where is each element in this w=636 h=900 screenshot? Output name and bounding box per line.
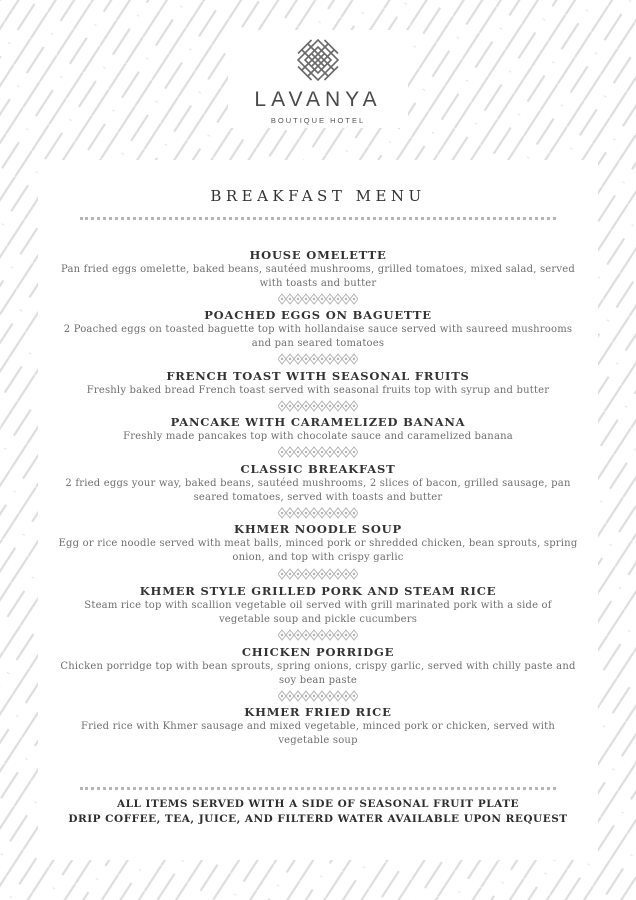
ornament-dot <box>297 512 299 514</box>
ornament-dot <box>353 573 355 575</box>
menu-item-name: CLASSIC BREAKFAST <box>240 462 396 476</box>
ornament-dot <box>297 298 299 300</box>
menu-item <box>58 462 578 505</box>
menu-item-name: HOUSE OMELETTE <box>249 248 387 262</box>
ornament-dot <box>281 358 283 360</box>
menu-item-name: KHMER STYLE GRILLED PORK AND STEAM RICE <box>139 584 497 598</box>
menu-item <box>58 522 578 565</box>
ornament-divider <box>278 568 358 580</box>
ornament-dot <box>281 405 283 407</box>
menu-item-description: 2 fried eggs your way, baked beans, sautéed mushrooms, 2 slices of bacon, grilled sausage, pan seared tomatoes, served with toasts and butter <box>65 478 571 503</box>
ornament-divider <box>278 400 358 412</box>
ornament-dot <box>321 573 323 575</box>
ornament-divider <box>278 353 358 365</box>
ornament-dot <box>329 512 331 514</box>
ornament-dot <box>321 405 323 407</box>
ornament-dot <box>353 451 355 453</box>
menu-item-description: Freshly baked bread French toast served with seasonal fruits top with syrup and butter <box>86 385 550 396</box>
ornament-dot <box>321 451 323 453</box>
ornament-dot <box>345 573 347 575</box>
ornament-dot <box>313 695 315 697</box>
menu-item <box>58 584 578 627</box>
menu-item <box>58 415 578 444</box>
ornament-dot <box>345 634 347 636</box>
menu-item-name: FRENCH TOAST WITH SEASONAL FRUITS <box>166 369 470 383</box>
ornament-dot <box>281 298 283 300</box>
ornament-dot <box>281 573 283 575</box>
ornament-dot <box>297 451 299 453</box>
menu-item-description: Steam rice top with scallion vegetable oil served with grill marinated pork with a side of vegetable soup and pickle cucumbers <box>84 600 552 625</box>
ornament-dot <box>321 512 323 514</box>
ornament-dot <box>321 298 323 300</box>
ornament-dot <box>353 298 355 300</box>
ornament-dot <box>313 451 315 453</box>
ornament-dot <box>297 573 299 575</box>
ornament-dot <box>337 512 339 514</box>
footer-note-fruit: ALL ITEMS SERVED WITH A SIDE OF SEASONAL FRUIT PLATE <box>116 798 520 810</box>
ornament-dot <box>337 695 339 697</box>
ornament-dot <box>313 405 315 407</box>
ornament-dot <box>305 573 307 575</box>
ornament-dot <box>297 634 299 636</box>
ornament-dot <box>345 512 347 514</box>
ornament-dot <box>337 573 339 575</box>
menu-item-description: Chicken porridge top with bean sprouts, spring onions, crispy garlic, served with chilly paste and soy bean paste <box>60 661 576 686</box>
ornament-dot <box>329 358 331 360</box>
ornament-dot <box>345 298 347 300</box>
ornament-dot <box>289 573 291 575</box>
ornament-divider <box>278 446 358 458</box>
ornament-dot <box>345 405 347 407</box>
menu-item <box>58 369 578 398</box>
menu-item-name: POACHED EGGS ON BAGUETTE <box>204 308 432 322</box>
ornament-dot <box>329 695 331 697</box>
brand-name: LAVANYA <box>254 88 382 111</box>
menu-item-description: Freshly made pancakes top with chocolate sauce and caramelized banana <box>123 431 513 442</box>
ornament-dot <box>321 695 323 697</box>
ornament-dot <box>289 451 291 453</box>
ornament-dot <box>289 405 291 407</box>
menu-item-description: Egg or rice noodle served with meat balls, minced pork or shredded chicken, bean sprouts, spring onion, and top with crispy garlic <box>58 538 578 563</box>
ornament-dot <box>289 298 291 300</box>
ornament-dot <box>337 298 339 300</box>
menu-item-name: CHICKEN PORRIDGE <box>241 645 395 659</box>
menu-item <box>58 705 578 748</box>
ornament-dot <box>345 695 347 697</box>
ornament-dot <box>289 634 291 636</box>
ornament-dot <box>337 358 339 360</box>
ornament-dot <box>305 634 307 636</box>
menu-item-description: Pan fried eggs omelette, baked beans, sautéed mushrooms, grilled tomatoes, mixed salad, served with toasts and butter <box>61 264 575 289</box>
ornament-dot <box>297 405 299 407</box>
ornament-dot <box>313 634 315 636</box>
ornament-dot <box>305 695 307 697</box>
ornament-dot <box>321 358 323 360</box>
ornament-dot <box>289 358 291 360</box>
ornament-divider <box>278 629 358 641</box>
ornament-divider <box>278 293 358 305</box>
ornament-dot <box>329 573 331 575</box>
ornament-dot <box>297 695 299 697</box>
ornament-dot <box>337 451 339 453</box>
ornament-dot <box>353 695 355 697</box>
ornament-dot <box>345 358 347 360</box>
ornament-dot <box>281 512 283 514</box>
ornament-dot <box>305 298 307 300</box>
ornament-dot <box>305 512 307 514</box>
ornament-dot <box>313 298 315 300</box>
ornament-dot <box>305 405 307 407</box>
ornament-dot <box>353 634 355 636</box>
ornament-dot <box>353 405 355 407</box>
ornament-dot <box>289 512 291 514</box>
menu-item-name: KHMER NOODLE SOUP <box>234 522 402 536</box>
ornament-dot <box>281 695 283 697</box>
footer-note-drinks: DRIP COFFEE, TEA, JUICE, AND FILTERD WATER AVAILABLE UPON REQUEST <box>68 813 568 825</box>
ornament-dot <box>297 358 299 360</box>
ornament-dot <box>353 358 355 360</box>
menu-item-description: Fried rice with Khmer sausage and mixed vegetable, minced pork or chicken, served with vegetable soup <box>80 721 556 746</box>
ornament-dot <box>313 573 315 575</box>
ornament-dot <box>337 634 339 636</box>
ornament-dot <box>289 695 291 697</box>
dotted-divider-top <box>80 217 556 220</box>
menu-item <box>58 645 578 688</box>
ornament-dot <box>313 358 315 360</box>
menu-title: BREAKFAST MENU <box>210 187 426 205</box>
dotted-divider-bottom <box>80 787 556 790</box>
ornament-dot <box>329 298 331 300</box>
menu-item <box>58 248 578 291</box>
brand-subtitle: BOUTIQUE HOTEL <box>270 116 366 125</box>
ornament-dot <box>321 634 323 636</box>
ornament-dot <box>281 451 283 453</box>
menu-item-name: PANCAKE WITH CARAMELIZED BANANA <box>170 415 466 429</box>
menu-item <box>58 308 578 351</box>
ornament-dot <box>345 451 347 453</box>
ornament-divider <box>278 507 358 519</box>
ornament-dot <box>329 405 331 407</box>
ornament-dot <box>305 451 307 453</box>
ornament-dot <box>305 358 307 360</box>
ornament-dot <box>313 512 315 514</box>
ornament-divider <box>278 690 358 702</box>
ornament-dot <box>329 451 331 453</box>
ornament-dot <box>353 512 355 514</box>
menu-item-name: KHMER FRIED RICE <box>244 705 392 719</box>
menu-item-description: 2 Poached eggs on toasted baguette top with hollandaise sauce served with saureed mushrooms and pan seared tomatoes <box>63 324 573 349</box>
ornament-dot <box>337 405 339 407</box>
ornament-dot <box>329 634 331 636</box>
ornament-dot <box>281 634 283 636</box>
